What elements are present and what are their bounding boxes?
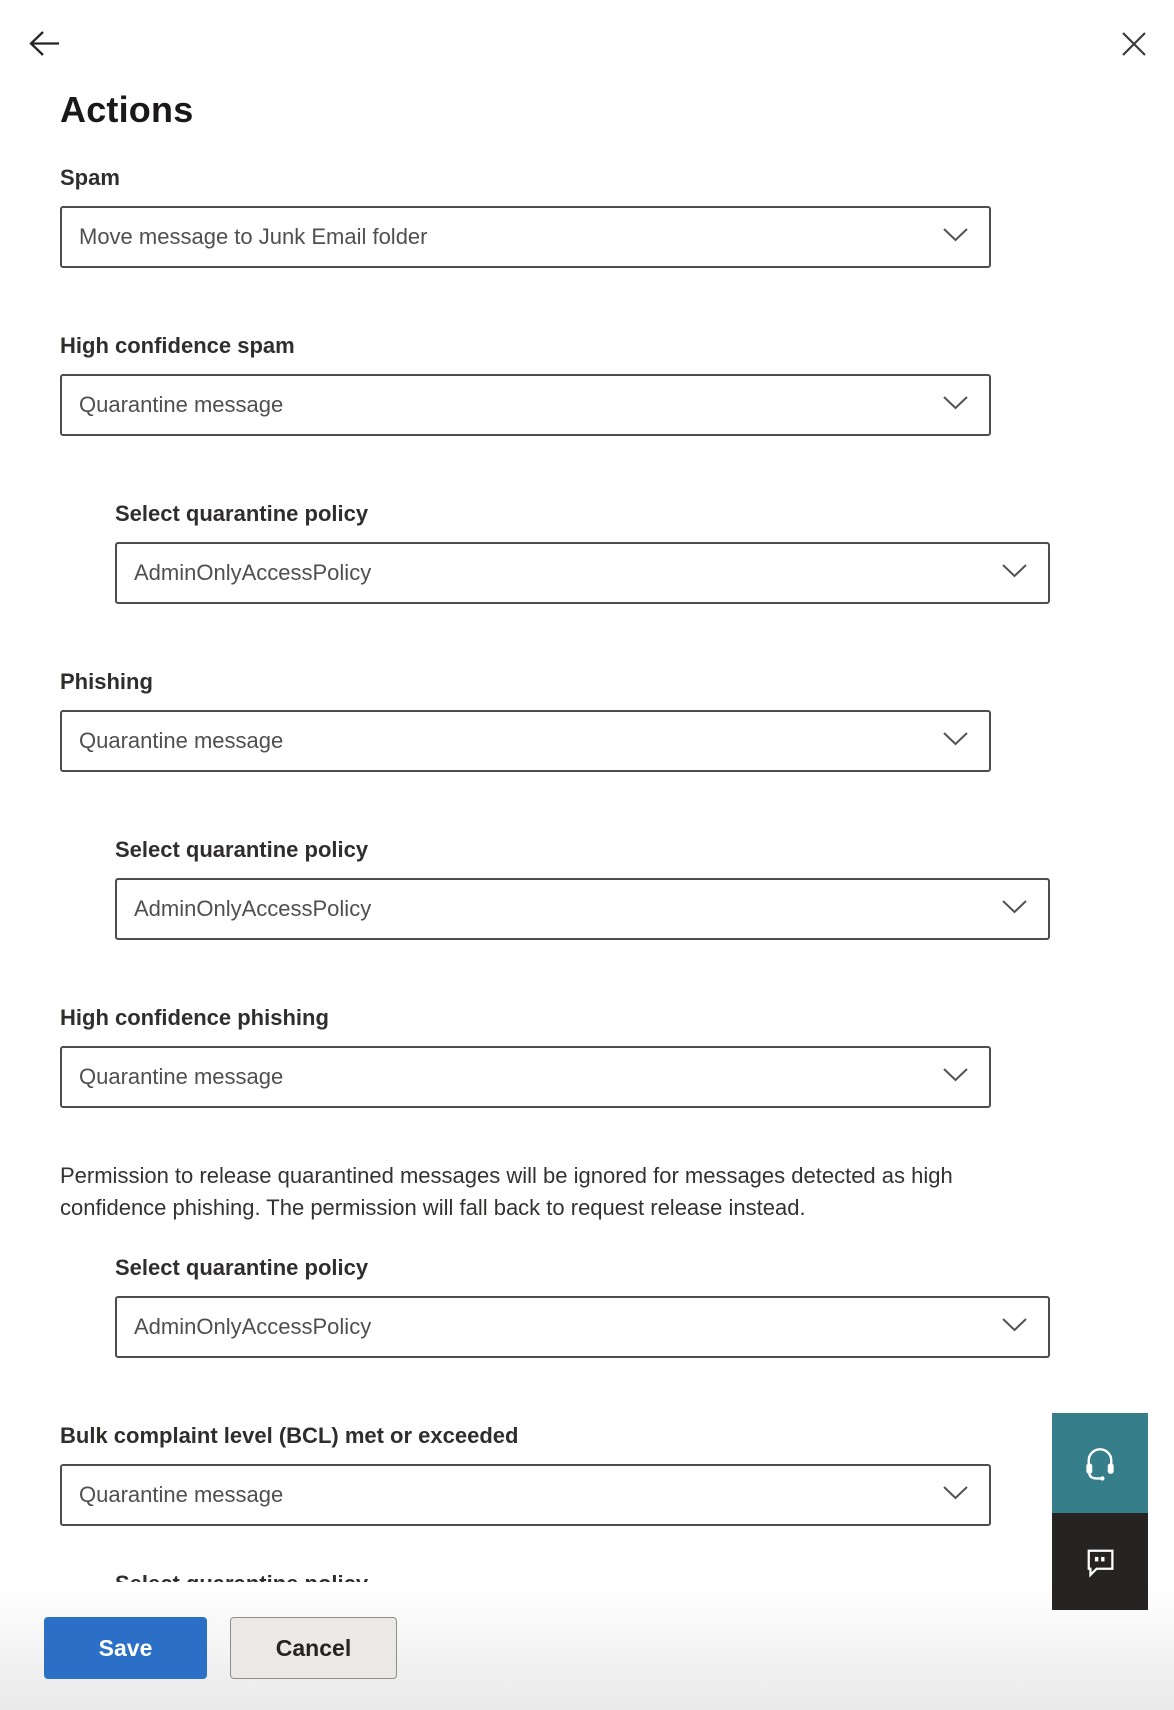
quarantine-policy-label: Select quarantine policy (115, 837, 369, 862)
spam-label: Spam (60, 165, 120, 190)
quarantine-policy-label: Select quarantine policy (115, 501, 369, 526)
quarantine-policy-value: AdminOnlyAccessPolicy (134, 896, 372, 921)
chevron-down-icon (1001, 899, 1028, 920)
section-high-confidence-spam (60, 332, 991, 436)
section-phishing-policy (115, 836, 1050, 940)
save-button[interactable]: Save (44, 1617, 207, 1679)
high-confidence-phishing-action-dropdown[interactable] (60, 1046, 991, 1108)
high-confidence-phishing-label: High confidence phishing (60, 1005, 329, 1030)
section-high-confidence-phishing (60, 1004, 991, 1108)
bulk-complaint-action-value: Quarantine message (79, 1482, 284, 1507)
phishing-action-dropdown[interactable] (60, 710, 991, 772)
high-confidence-spam-action-dropdown[interactable] (60, 374, 991, 436)
high-confidence-phishing-quarantine-policy-dropdown[interactable] (115, 1296, 1050, 1358)
headset-icon (1081, 1444, 1119, 1482)
page-title: Actions (60, 89, 194, 130)
cancel-button[interactable]: Cancel (230, 1617, 397, 1679)
spam-action-value: Move message to Junk Email folder (79, 224, 428, 249)
section-spam (60, 164, 991, 268)
quarantine-policy-label: Select quarantine policy (115, 1255, 369, 1280)
phishing-quarantine-policy-dropdown[interactable] (115, 878, 1050, 940)
chevron-down-icon (942, 395, 969, 416)
phishing-label: Phishing (60, 669, 153, 694)
spam-action-dropdown[interactable] (60, 206, 991, 268)
section-phishing (60, 668, 991, 772)
chevron-down-icon (1001, 1317, 1028, 1338)
actions-panel (60, 88, 991, 1612)
arrow-left-icon (26, 48, 62, 63)
chevron-down-icon (942, 227, 969, 248)
high-confidence-spam-quarantine-policy-dropdown[interactable] (115, 542, 1050, 604)
bulk-complaint-action-dropdown[interactable] (60, 1464, 991, 1526)
chat-icon (1082, 1544, 1118, 1580)
high-confidence-spam-label: High confidence spam (60, 333, 295, 358)
section-high-confidence-phishing-policy (115, 1254, 1050, 1358)
section-bulk-complaint (60, 1422, 991, 1526)
help-support-button[interactable] (1052, 1413, 1148, 1513)
phishing-action-value: Quarantine message (79, 728, 284, 753)
close-icon (1120, 46, 1148, 61)
high-confidence-phishing-note: Permission to release quarantined messages will be ignored for messages detected as high confidence phishing. The permission will fall back to request release instead. (60, 1163, 953, 1220)
chevron-down-icon (942, 1067, 969, 1088)
chevron-down-icon (942, 731, 969, 752)
bulk-complaint-label: Bulk complaint level (BCL) met or exceeded (60, 1423, 519, 1448)
high-confidence-phishing-action-value: Quarantine message (79, 1064, 284, 1089)
section-high-confidence-spam-policy (115, 500, 1050, 604)
high-confidence-spam-action-value: Quarantine message (79, 392, 284, 417)
footer-bar (0, 1582, 1174, 1710)
chevron-down-icon (1001, 563, 1028, 584)
quarantine-policy-value: AdminOnlyAccessPolicy (134, 560, 372, 585)
feedback-button[interactable] (1052, 1513, 1148, 1610)
chevron-down-icon (942, 1485, 969, 1506)
quarantine-policy-value: AdminOnlyAccessPolicy (134, 1314, 372, 1339)
close-button[interactable] (1116, 26, 1152, 62)
back-button[interactable] (22, 24, 66, 64)
